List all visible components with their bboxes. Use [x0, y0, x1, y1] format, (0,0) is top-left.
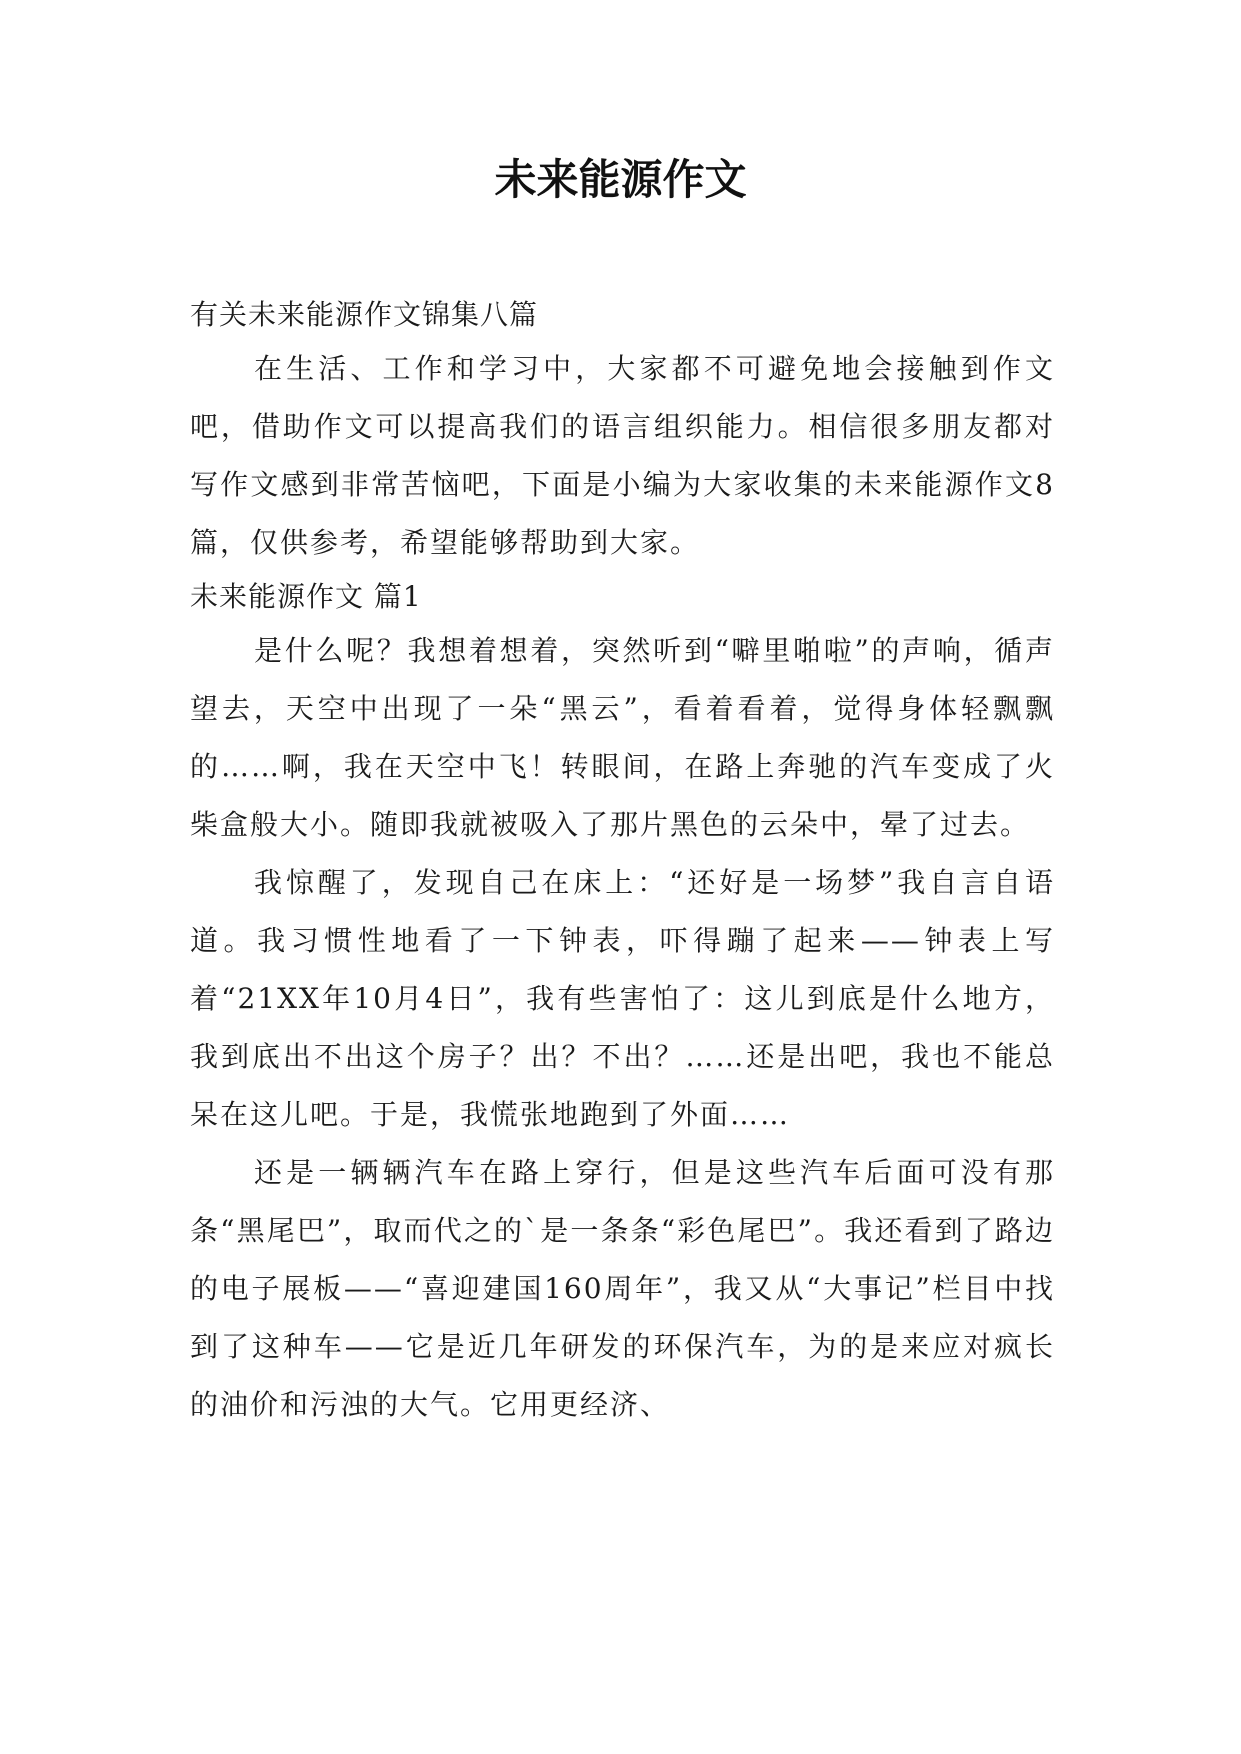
- body-paragraph: 我惊醒了，发现自己在床上：“还好是一场梦”我自言自语道。我习惯性地看了一下钟表，吓得蹦了起来——钟表上写着“21XX年10月4日”，我有些害怕了：这儿到底是什么地方，我到底出不出这个房子？出？不出？……还是出吧，我也不能总呆在这儿吧。于是，我慌张地跑到了外面……: [190, 866, 1055, 1131]
- document-body: [190, 290, 1055, 1434]
- document-title: 未来能源作文: [494, 155, 747, 204]
- section-heading: 未来能源作文 篇1: [190, 580, 422, 613]
- intro-paragraph: 在生活、工作和学习中，大家都不可避免地会接触到作文吧，借助作文可以提高我们的语言组织能力。相信很多朋友都对写作文感到非常苦恼吧，下面是小编为大家收集的未来能源作文8篇，仅供参考，希望能够帮助到大家。: [190, 352, 1055, 559]
- body-paragraph: 还是一辆辆汽车在路上穿行，但是这些汽车后面可没有那条“黑尾巴”，取而代之的`是一条条“彩色尾巴”。我还看到了路边的电子展板——“喜迎建国160周年”，我又从“大事记”栏目中找到了这种车——它是近几年研发的环保汽车，为的是来应对疯长的油价和污浊的大气。它用更经济、: [190, 1156, 1055, 1421]
- document-subtitle: 有关未来能源作文锦集八篇: [190, 298, 539, 331]
- body-paragraph: 是什么呢？我想着想着，突然听到“噼里啪啦”的声响，循声望去，天空中出现了一朵“黑云”，看着看着，觉得身体轻飘飘的……啊，我在天空中飞！转眼间，在路上奔驰的汽车变成了火柴盒般大小。随即我就被吸入了那片黑色的云朵中，晕了过去。: [190, 634, 1055, 841]
